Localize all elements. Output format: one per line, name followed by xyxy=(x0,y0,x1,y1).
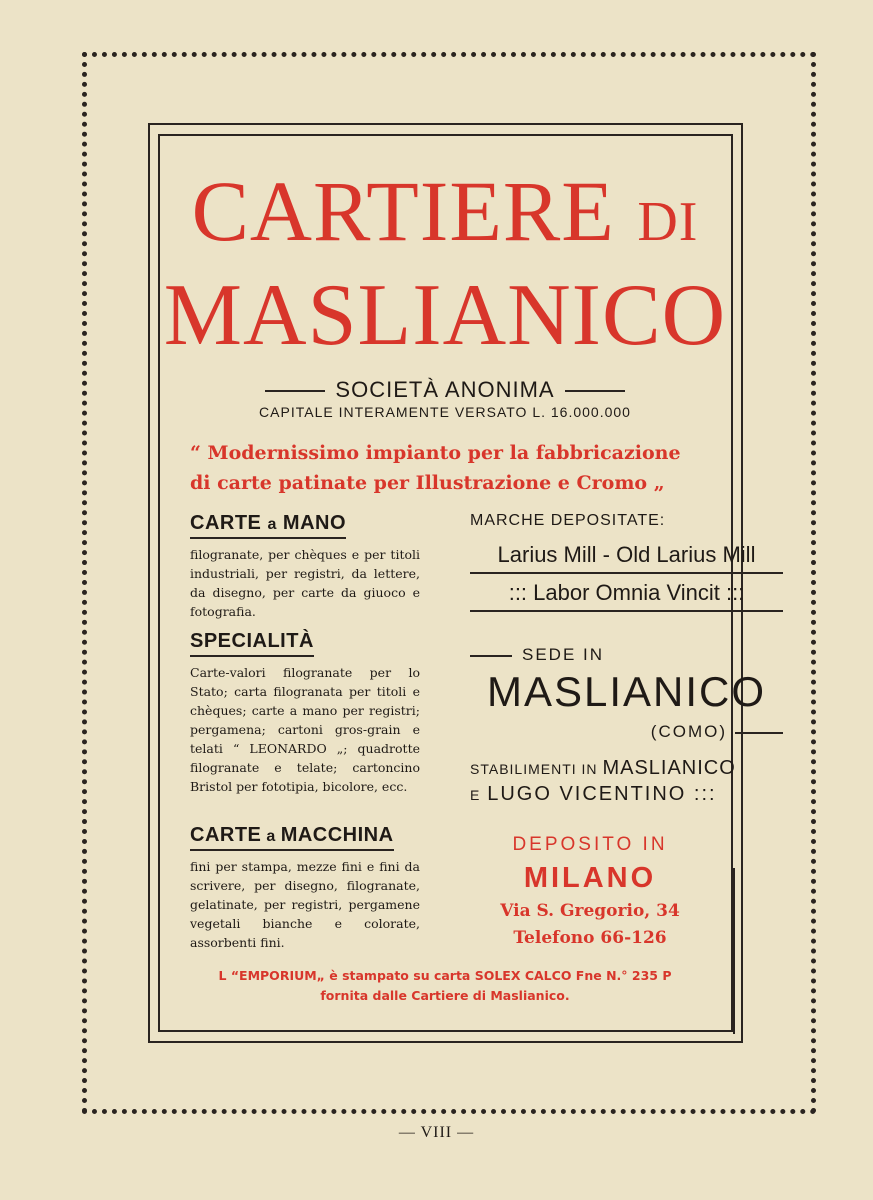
slogan-line-2: di carte patinate per Illustrazione e Cromo „ xyxy=(190,472,665,494)
company-type-text: SOCIETÀ ANONIMA xyxy=(335,377,555,402)
headquarters-city: MASLIANICO xyxy=(486,668,767,715)
slogan xyxy=(190,438,720,498)
plants-line-1 xyxy=(470,757,783,780)
brand-line-2: ::: Labor Omnia Vincit ::: xyxy=(470,580,783,612)
heading-part: MACCHINA xyxy=(280,824,394,846)
deposit-label: DEPOSITO IN xyxy=(512,834,668,855)
footnote-line-2: fornita dalle Cartiere di Maslianico. xyxy=(320,988,570,1003)
headquarters-province-text: (COMO) xyxy=(650,722,727,741)
decorative-rule xyxy=(733,868,735,1034)
plants-prefix: STABILIMENTI IN xyxy=(470,761,603,777)
section-carte-a-macchina xyxy=(190,824,420,952)
title-word-cartiere: CARTIERE xyxy=(191,163,615,259)
plants-line-2 xyxy=(470,783,783,806)
capital-statement: CAPITALE INTERAMENTE VERSATO L. 16.000.000 xyxy=(259,404,631,420)
rule-right xyxy=(735,732,783,734)
heading-part: a xyxy=(261,828,281,845)
rule-right xyxy=(565,390,625,392)
plants-city-2: LUGO VICENTINO ::: xyxy=(487,783,717,805)
heading-part: CARTE xyxy=(190,824,262,846)
section-heading xyxy=(190,512,346,539)
section-specialita xyxy=(190,630,420,796)
section-carte-a-mano xyxy=(190,512,420,621)
brand-line-1: Larius Mill - Old Larius Mill xyxy=(470,542,783,574)
headquarters-label xyxy=(470,645,783,665)
plants-conjunction: E xyxy=(470,787,488,803)
section-body: fini per stampa, mezze fini e fini da scrivere, per disegno, filogranate, gelatinate, per registri, pergamene vegetali bianche e colorate, assorbenti fini. xyxy=(190,859,420,950)
section-heading xyxy=(190,824,394,851)
page-number: — VIII — xyxy=(398,1124,475,1141)
heading-part: MANO xyxy=(276,512,347,534)
rule-left xyxy=(470,655,512,657)
deposit-city: MILANO xyxy=(523,862,657,894)
heading-part: a xyxy=(267,516,277,533)
section-heading xyxy=(190,630,314,657)
section-body: filogranate, per chèques e per titoli industriali, per registri, da lettere, da disegno, per carte da giuoco e fotografia. xyxy=(190,547,420,619)
deposit-address: Via S. Gregorio, 34 xyxy=(500,901,680,921)
plants-city-1: MASLIANICO xyxy=(602,757,736,779)
heading-part: CARTE xyxy=(190,512,268,534)
footnote xyxy=(160,966,730,1006)
rule-left xyxy=(265,390,325,392)
footnote-line-1: L “EMPORIUM„ è stampato su carta SOLEX CALCO Fne N.° 235 P xyxy=(218,968,672,983)
title-line-2: MASLIANICO xyxy=(163,267,727,364)
company-type xyxy=(160,377,730,403)
title-line-1 xyxy=(160,163,730,259)
slogan-line-1: “ Modernissimo impianto per la fabbricazione xyxy=(190,442,681,464)
headquarters-label-text: SEDE IN xyxy=(522,645,605,664)
heading-part: SPECIALITÀ xyxy=(190,630,314,652)
headquarters-province xyxy=(470,722,783,742)
title-word-di: DI xyxy=(637,191,699,253)
section-body: Carte-valori filogranate per lo Stato; carta filogranata per titoli e chèques; carte a mano per registri; pergamena; cartoni gros-grain e telati “ LEONARDO „; quadrotte filogranate e telate; cartoncino Bristol per fototipia, bicolore, ecc. xyxy=(190,665,420,794)
brands-label: MARCHE DEPOSITATE: xyxy=(470,512,666,529)
deposit-phone: Telefono 66-126 xyxy=(513,928,667,948)
